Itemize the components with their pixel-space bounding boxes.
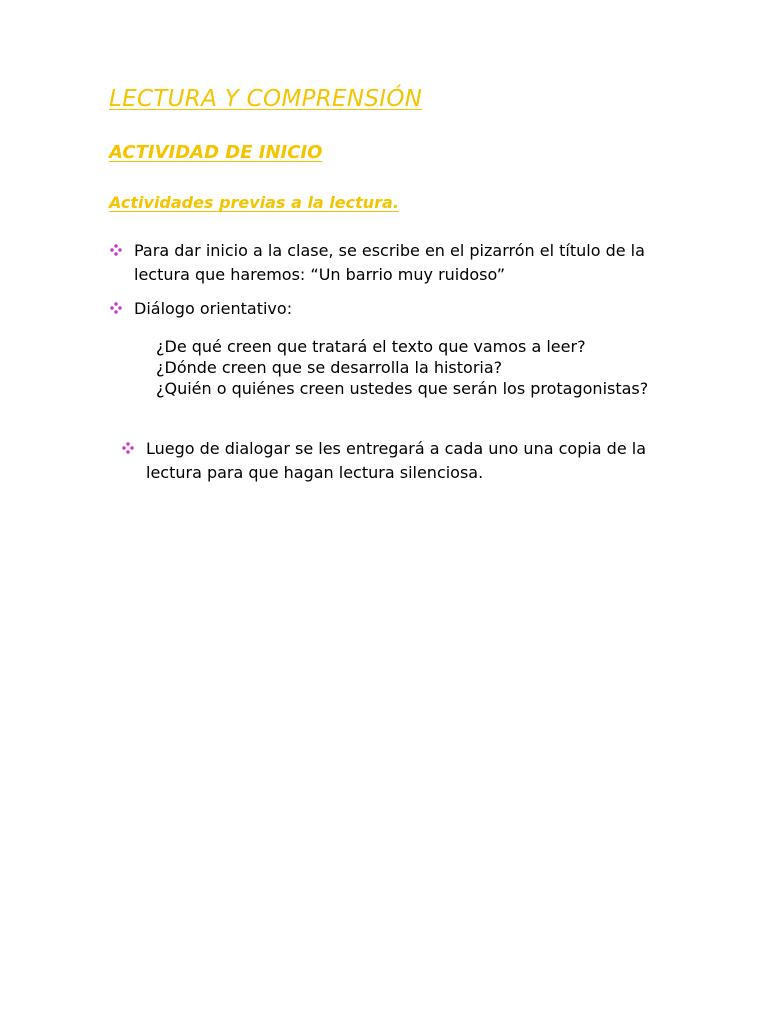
- subsection-heading: Actividades previas a la lectura.: [109, 193, 399, 212]
- list-item-text: Luego de dialogar se les entregará a cada uno una copia de la lectura para que hagan lectura silenciosa.: [146, 439, 647, 482]
- list-item-text: Diálogo orientativo:: [134, 299, 293, 318]
- list-item: [110, 239, 650, 287]
- list-item: [110, 297, 650, 321]
- diamond-bullet-icon: [110, 244, 122, 256]
- question: ¿Dónde creen que se desarrolla la historia?: [156, 358, 503, 377]
- document-title: LECTURA Y COMPRENSIÓN: [109, 86, 423, 112]
- diamond-bullet-icon: [110, 302, 122, 314]
- question-list: [156, 336, 648, 399]
- section-heading: ACTIVIDAD DE INICIO: [109, 142, 323, 163]
- list-item-text: Para dar inicio a la clase, se escribe en el pizarrón el título de la lectura que haremos: “Un barrio muy ruidoso”: [134, 241, 645, 284]
- question: ¿De qué creen que tratará el texto que vamos a leer?: [156, 337, 586, 356]
- diamond-bullet-icon: [122, 442, 134, 454]
- list-item: [122, 437, 652, 485]
- question: ¿Quién o quiénes creen ustedes que serán los protagonistas?: [156, 379, 649, 398]
